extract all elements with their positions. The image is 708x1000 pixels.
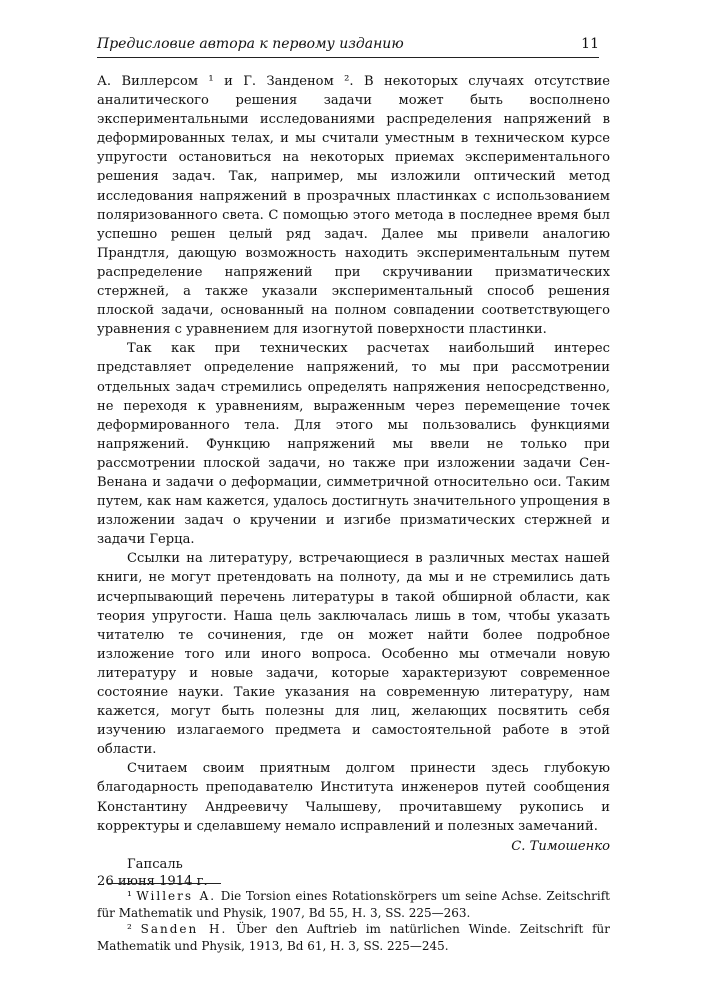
footnote-marker: ¹ [127,889,132,903]
place: Гапсаль [127,856,183,872]
author-signature: С. Тимошенко [511,838,610,854]
footnotes [97,888,610,954]
footnote-author: Willers A. [136,889,217,903]
place-and-date [97,856,610,890]
running-header [97,36,599,58]
paragraph: Считаем своим приятным долгом принести здесь глубокую благодарность преподавателю Института инженеров путей сообщения Константину Андреевичу Чалышеву, прочитавшему рукопись и корректуры и сделавшему немало исправлений и полезных замечаний. [97,761,610,834]
paragraph: А. Виллерсом ¹ и Г. Занденом ². В некоторых случаях отсутствие аналитического решения задачи может быть восполнено экспериментальными исследованиями распределения напряжений в деформированных телах, и мы считали уместным в техническом курсе упругости остановиться на некоторых приемах экспериментального решения задач. Так, например, мы изложили оптический метод исследования напряжений в прозрачных пластинках с использованием поляризованного света. С помощью этого метода в последнее время был успешно решен целый ряд задач. Далее мы привели аналогию Прандтля, дающую возможность находить экспериментальным путем распределение напряжений при скручивании призматических стержней, а также указали экспериментальный способ решения плоской задачи, основанный на полном совпадении соответствующего уравнения с уравнением для изогнутой поверхности пластинки. [97,74,610,338]
date: 26 июня 1914 г. [97,873,208,889]
page-number: 11 [581,36,599,52]
footnote-text: Über den Auftrieb im natürlichen Winde. Zeitschrift für Mathematik und Physik, 1913, Bd 61, H. 3, SS. 225—245. [97,922,610,953]
footnote [97,921,610,954]
running-header-title: Предисловие автора к первому изданию [97,36,404,52]
paragraph: Так как при технических расчетах наибольший интерес представляет определение напряжений, то мы при рассмотрении отдельных задач стремились определять напряжения непосредственно, не переходя к уравнениям, выраженным через перемещение точек деформированного тела. Для этого мы пользовались функциями напряжений. Функцию напряжений мы ввели не только при рассмотрении плоской задачи, но также при изложении задачи Сен-Венана и задачи о деформации, симметричной относительно оси. Таким путем, как нам кажется, удалось достигнуть значительного упрощения в изложении задач о кручении и изгибе призматических стержней и задачи Герца. [97,341,610,548]
footnote-author: Sanden H. [140,922,228,936]
main-text [97,72,610,890]
footnote-divider [107,883,221,884]
footnote [97,888,610,921]
paragraph: Ссылки на литературу, встречающиеся в различных местах нашей книги, не могут претендовать на полноту, да мы и не стремились дать исчерпывающий перечень литературы в такой обширной области, как теория упругости. Наша цель заключалась лишь в том, чтобы указать читателю те сочинения, где он может найти более подробное изложение того или иного вопроса. Особенно мы отмечали новую литературу и новые задачи, которые характеризуют современное состояние науки. Такие указания на современную литературу, нам кажется, могут быть полезны для лиц, желающих посвятить себя изучению излагаемого предмета и самостоятельной работе в этой области. [97,551,610,758]
footnote-text: Die Torsion eines Rotationskörpers um seine Achse. Zeitschrift für Mathematik und Physik, 1907, Bd 55, H. 3, SS. 225—263. [97,889,610,920]
footnote-marker: ² [127,922,132,936]
